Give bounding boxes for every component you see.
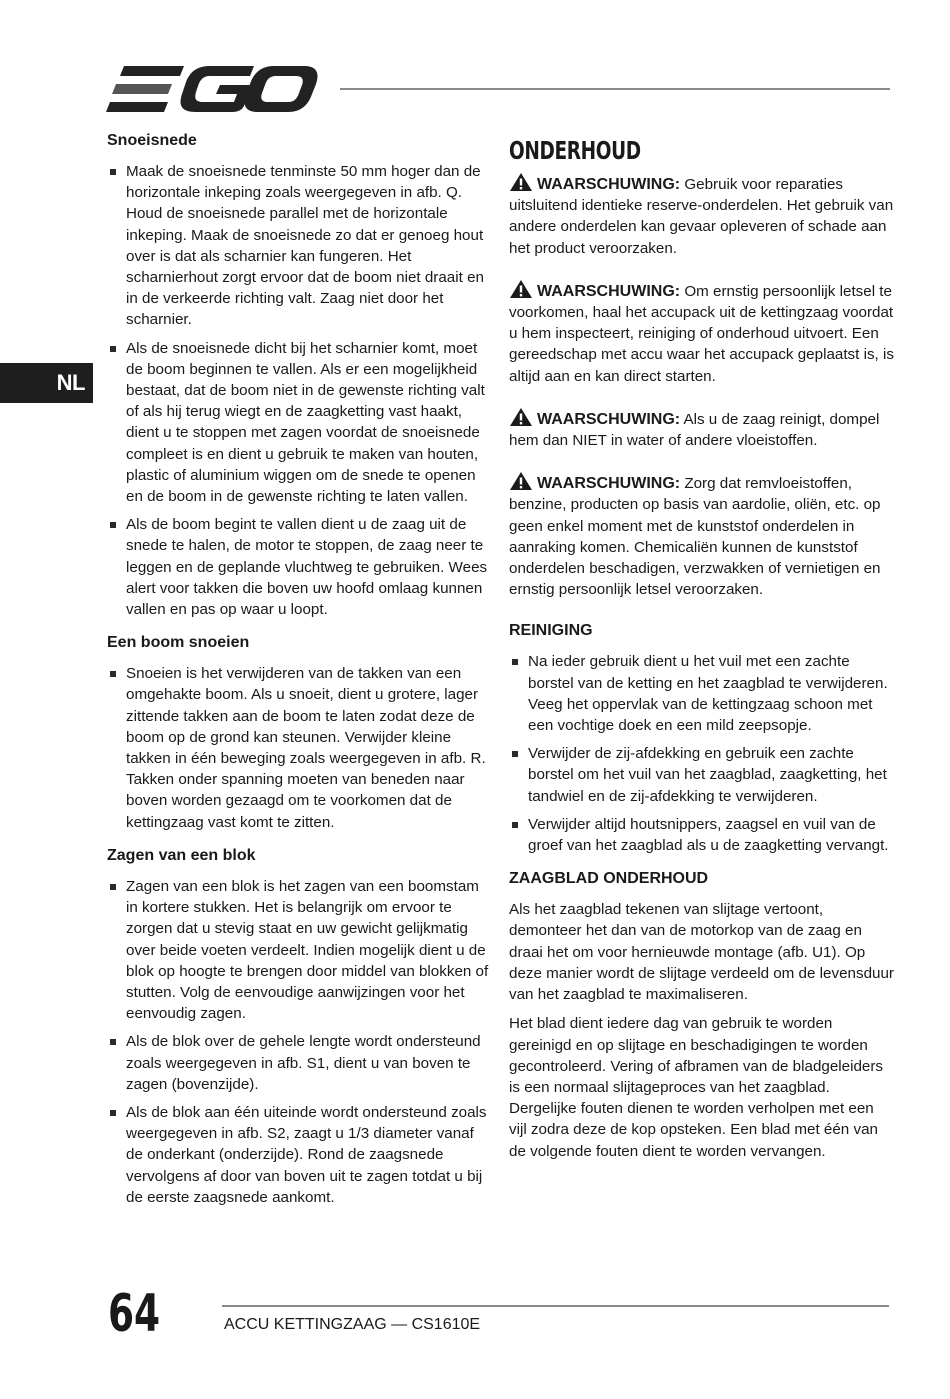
page-number: 64 <box>108 1284 161 1344</box>
warning-label: WAARSCHUWING: <box>537 176 681 193</box>
paragraph: Het blad dient iedere dag van gebruik te worden gereinigd en op slijtage en beschadigingen te worden gecontroleerd. Vering of afbramen van de bladgeleiders is een normaal slijtageproces van het zaagblad. Dergelijke fouten dienen te worden verholpen met een vijl zodra deze de kop opsteken. Een blad met één van de volgende fouten dient te worden vervangen. <box>509 1015 884 1160</box>
warning-text: Als u de zaag reinigt, dompel hem dan NIET in water of andere vloeistoffen. <box>509 410 880 450</box>
left-column <box>107 130 492 1220</box>
section-heading: Zagen van een blok <box>107 846 256 864</box>
list-item: Als de snoeisnede dicht bij het scharnier komt, moet de boom beginnen te vallen. Als er een mogelijkheid bestaat, dat de boom niet in de gewenste richting valt of als hij terug wiegt en de zaagketting vast haakt, dient u te stoppen met zagen voordat de snoeisnede compleet is en dient u gebruik te maken van houten, plastic of aluminium wiggen om de snede te openen en de boom in de gewenste richting te laten vallen. <box>107 338 492 508</box>
section-title: ONDERHOUD <box>509 136 641 165</box>
right-column <box>509 130 895 1170</box>
section-heading: Een boom snoeien <box>107 634 250 652</box>
section-een-boom-snoeien <box>107 632 492 833</box>
bullet-list <box>107 161 492 620</box>
footer-title: ACCU KETTINGZAAG — CS1610E <box>224 1316 481 1333</box>
warning-block <box>509 172 895 259</box>
bullet-list <box>107 663 492 833</box>
list-item: Verwijder altijd houtsnippers, zaagsel en vuil van de groef van het zaagblad als u de zaagketting vervangt. <box>509 814 895 856</box>
section-zaagblad-onderhoud <box>509 868 895 1161</box>
list-item: Snoeien is het verwijderen van de takken van een omgehakte boom. Als u snoeit, dient u grotere, lager zittende takken aan de boom te laten zodat deze de boom op de grond kan steunen. Verwijder kleine takken in één beweging zoals weergegeven in afb. R. Takken onder spanning moeten van beneden naar boven worden gezaagd om te voorkomen dat de kettingzaag vast komt te zitten. <box>107 663 492 833</box>
bullet-list <box>107 876 492 1208</box>
language-tab: NL <box>0 363 93 403</box>
section-heading: REINIGING <box>509 622 593 640</box>
section-snoeisnede <box>107 130 492 620</box>
list-item: Als de blok aan één uiteinde wordt ondersteund zoals weergegeven in afb. S2, zaagt u 1/3 diameter vanaf de onderkant (onderzijde). Rond de zaagsnede vervolgens af door van boven uit te zagen totdat u bij de eerste zaagsnede aankomt. <box>107 1102 492 1208</box>
warning-label: WAARSCHUWING: <box>537 475 681 493</box>
warning-block <box>509 279 895 387</box>
warning-label: WAARSCHUWING: <box>537 410 681 428</box>
list-item: Maak de snoeisnede tenminste 50 mm hoger dan de horizontale inkeping zoals weergegeven in afb. Q. Houd de snoeisnede parallel met de horizontale inkeping. Maak de snoeisnede zo dat er genoeg hout over is dat als scharnier kan fungeren. Het scharnierhout zorgt ervoor dat de boom niet draait en in de verkeerde richting valt. Zaag niet door het scharnier. <box>107 161 492 331</box>
warning-block <box>509 407 895 451</box>
warning-triangle-icon <box>509 407 533 427</box>
warning-text: Zorg dat remvloeistoffen, benzine, producten op basis van aardolie, oliën, etc. op geen enkel moment met de kunststof onderdelen in aanraking komen. Chemicaliën kunnen de kunststof onderdelen beschadigen, verzwakken of vernietigen en ernstig persoonlijk letsel veroorzaken. <box>509 475 881 599</box>
warning-text: Gebruik voor reparaties uitsluitend identieke reserve-onderdelen. Het gebruik van andere onderdelen kan gevaar opleveren of schade aan het product veroorzaken. <box>509 176 894 257</box>
ego-logo <box>106 64 318 114</box>
bullet-list <box>509 651 895 856</box>
section-zagen-van-een-blok <box>107 845 492 1208</box>
section-heading: ZAAGBLAD ONDERHOUD <box>509 870 709 888</box>
list-item: Zagen van een blok is het zagen van een boomstam in kortere stukken. Het is belangrijk om ervoor te zorgen dat u stevig staat en uw gewicht gelijkmatig over beide voeten verdeelt. Indien mogelijk dient u de blok op hoogte te brengen door middel van blokken of stutten. Volg de eenvoudige aanwijzingen voor het eenvoudig zagen. <box>107 876 492 1024</box>
list-item: Als de boom begint te vallen dient u de zaag uit de snede te halen, de motor te stoppen, de zaag neer te leggen en de geplande vluchtweg te gebruiken. Wees alert voor takken die boven uw hoofd omlaag kunnen vallen en pas op waar u loopt. <box>107 514 492 620</box>
section-reiniging <box>509 620 895 856</box>
list-item: Als de blok over de gehele lengte wordt ondersteund zoals weergegeven in afb. S1, dient u van boven te zagen (bovenzijde). <box>107 1031 492 1095</box>
list-item: Na ieder gebruik dient u het vuil met een zachte borstel van de ketting en het zaagblad te verwijderen. Veeg het oppervlak van de kettingzaag schoon met een vochtige doek en een mild zeepsopje. <box>509 651 895 736</box>
warning-text: Om ernstig persoonlijk letsel te voorkomen, haal het accupack uit de kettingzaag voordat u hem inspecteert, reiniging of onderhoud uitvoert. Een gereedschap met accu waar het accupack geplaatst is, is altijd aan en kan direct starten. <box>509 282 894 385</box>
paragraph: Als het zaagblad tekenen van slijtage vertoont, demonteer het dan van de motorkop van de zaag en draai het om voor hernieuwde montage (afb. U1). Op deze manier wordt de slijtage verdeeld om de levensduur van het zaagblad te maximaliseren. <box>509 901 894 1004</box>
warning-triangle-icon <box>509 279 533 299</box>
warning-block <box>509 471 895 600</box>
warning-triangle-icon <box>509 471 533 491</box>
footer-rule <box>222 1305 889 1307</box>
header-rule <box>340 88 890 90</box>
section-heading: Snoeisnede <box>107 132 197 149</box>
warning-triangle-icon <box>509 172 533 192</box>
list-item: Verwijder de zij-afdekking en gebruik een zachte borstel om het vuil van het zaagblad, zaagketting, het tandwiel en de zij-afdekking te verwijderen. <box>509 743 895 807</box>
warning-label: WAARSCHUWING: <box>537 282 681 300</box>
